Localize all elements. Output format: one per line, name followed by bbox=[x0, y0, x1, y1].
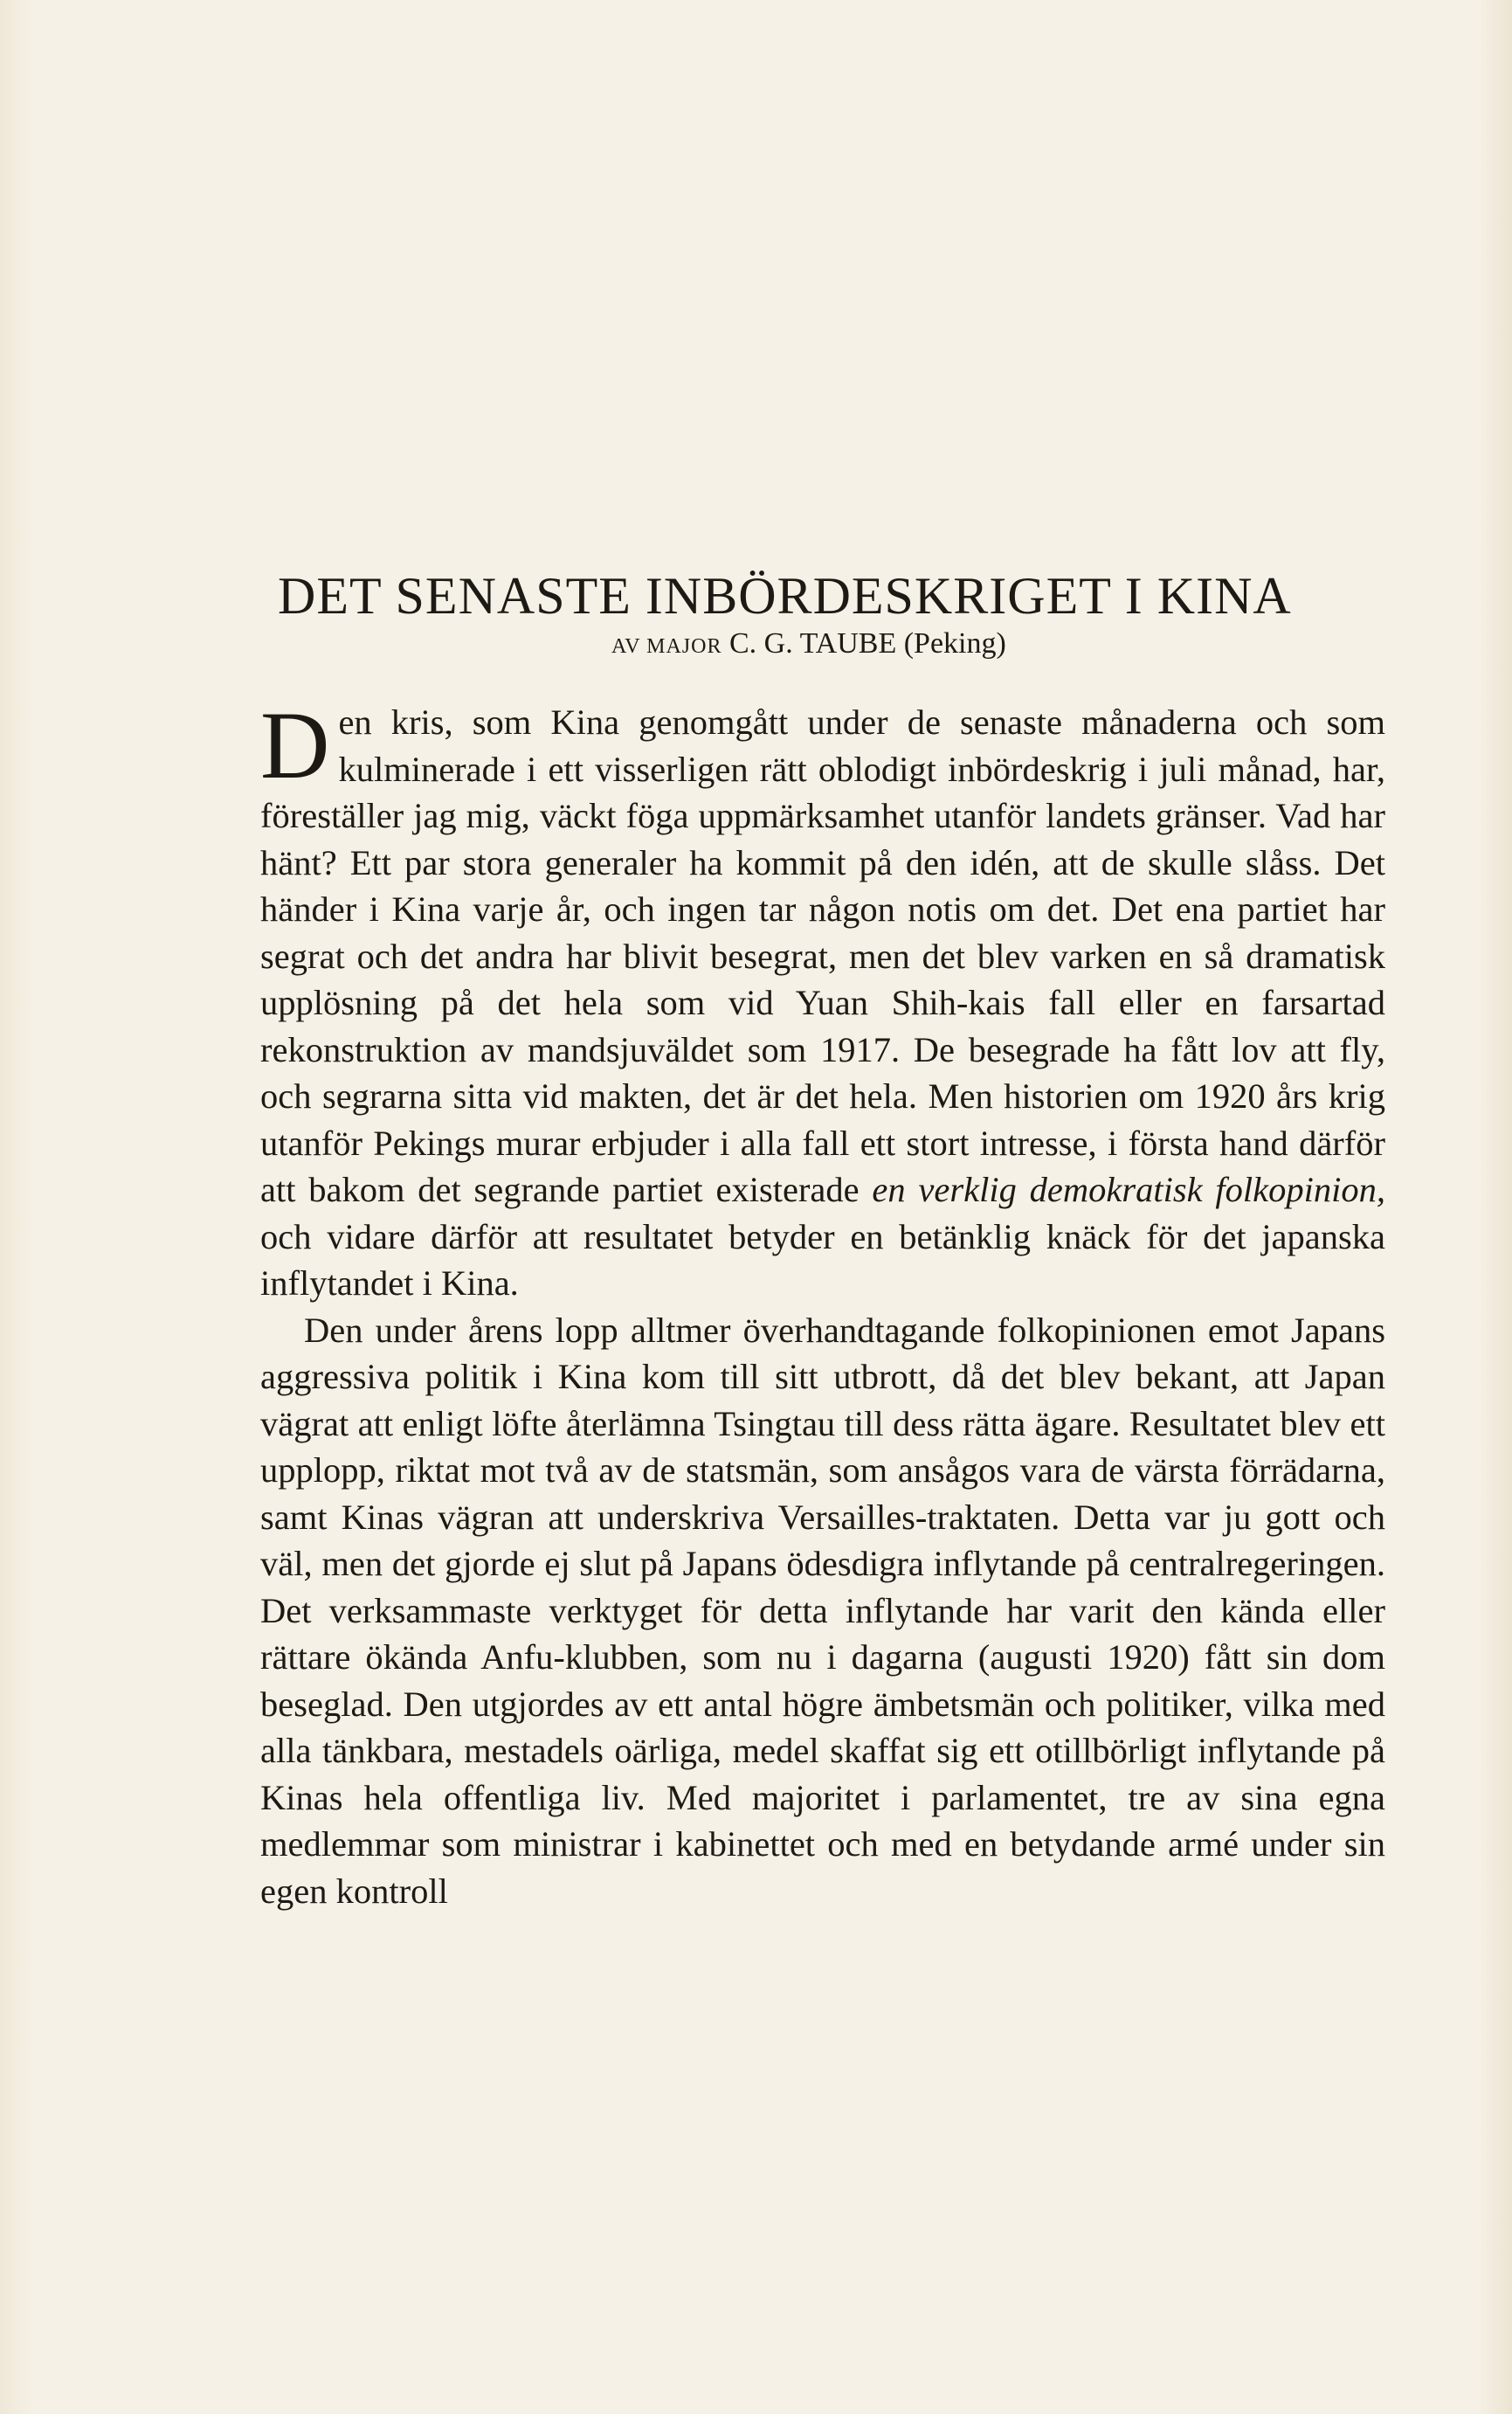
author-location: (Peking) bbox=[903, 627, 1006, 660]
paragraph-1-end: och vidare därför att resultatet betyder en betänklig knäck för det japanska inflytandet i Kina. bbox=[260, 1216, 1385, 1303]
byline-prefix: AV MAJOR bbox=[611, 635, 722, 658]
paragraph-1 bbox=[260, 692, 1386, 1307]
article-body bbox=[260, 692, 1386, 1914]
drop-cap: D bbox=[260, 692, 330, 799]
article-title: DET SENASTE INBÖRDESKRIGET I KINA bbox=[278, 567, 1292, 626]
byline bbox=[611, 627, 1006, 661]
paragraph-2: Den under årens lopp alltmer överhandtagande folkopinionen emot Japans aggressiva politik i Kina kom till sitt utbrott, då det blev bekant, att Japan vägrat att enligt löfte återlämna Tsingtau till dess rätta ägare. Resultatet blev ett upplopp, riktat mot två av de statsmän, som ansågos vara de värsta förrädarna, samt Kinas vägran att underskriva Versailles-traktaten. Detta var ju gott och väl, men det gjorde ej slut på Japans ödesdigra inflytande på centralregeringen. Det verksammaste verktyget för detta inflytande har varit den kända eller rättare ökända Anfu-klubben, som nu i dagarna (augusti 1920) fått sin dom beseglad. Den utgjordes av ett antal högre ämbetsmän och politiker, vilka med alla tänkbara, mestadels oärliga, medel skaffat sig ett otillbörligt inflytande på Kinas hela offentliga liv. Med majoritet i parlamentet, tre av sina egna medlemmar som ministrar i kabinettet och med en betydande armé under sin egen kontroll bbox=[260, 1310, 1385, 1911]
author-name: C. G. TAUBE bbox=[729, 627, 897, 660]
paragraph-1-italic: en verklig demokratisk folkopinion, bbox=[872, 1170, 1386, 1209]
paragraph-1-start: en kris, som Kina genomgått under de senaste månaderna och som kulminerade i ett visserligen rätt oblodigt inbördeskrig i juli månad, har, föreställer jag mig, väckt föga uppmärksamhet utanför landets gränser. Vad har hänt? Ett par stora generaler ha kommit på den idén, att de skulle slåss. Det händer i Kina varje år, och ingen tar någon notis om det. Det ena partiet har segrat och det andra har blivit besegrat, men det blev varken en så dramatisk upplösning på det hela som vid Yuan Shih-kais fall eller en farsartad rekonstruktion av mandsjuväldet som 1917. De besegrade ha fått lov att fly, och segrarna sitta vid makten, det är det hela. Men historien om 1920 års krig utanför Pekings murar erbjuder i alla fall ett stort intresse, i första hand därför att bakom det segrande partiet existerade bbox=[260, 702, 1385, 1209]
